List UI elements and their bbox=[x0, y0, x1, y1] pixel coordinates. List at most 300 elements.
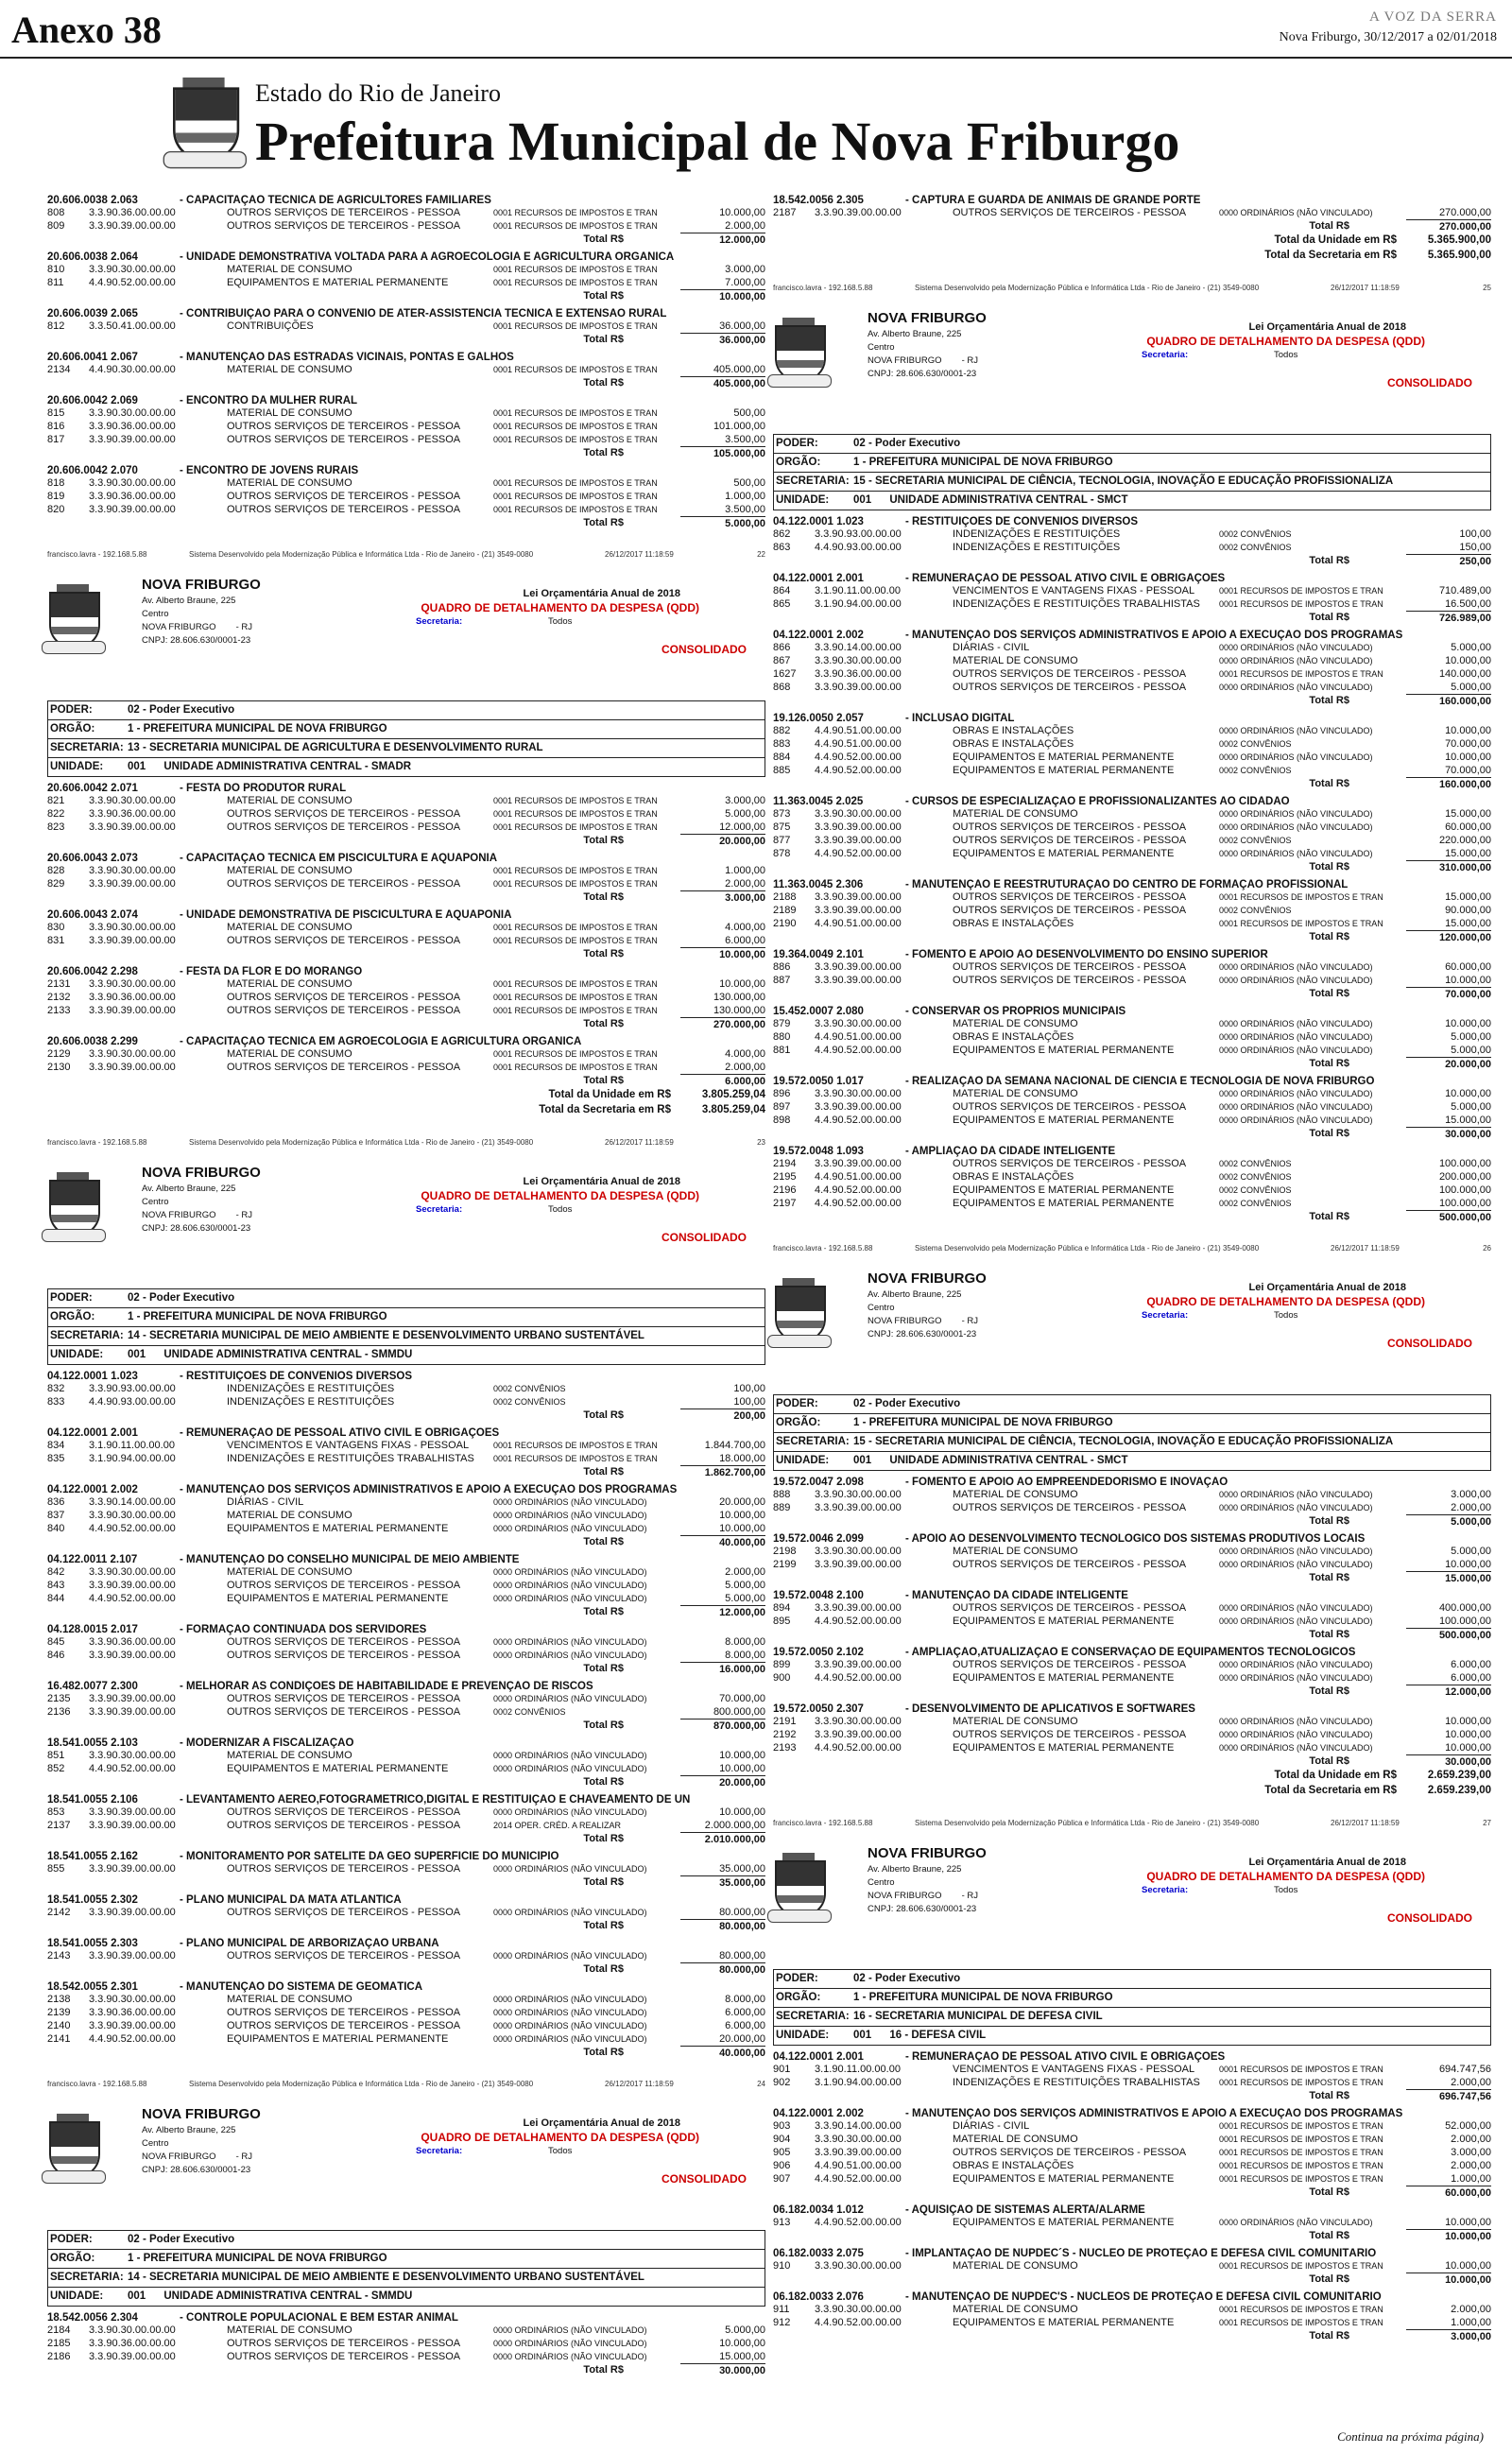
table-row bbox=[47, 1565, 765, 1579]
table-row bbox=[47, 1452, 765, 1465]
total-value: 30.000,00 bbox=[1406, 1127, 1491, 1141]
amount-cell: 5.000,00 bbox=[1451, 1101, 1491, 1113]
amount-cell: 20.000,00 bbox=[719, 1496, 765, 1508]
amount-cell: 90.000,00 bbox=[1445, 905, 1491, 916]
secretaria-label: Secretaria: bbox=[1142, 1885, 1189, 1895]
amount-cell: 2.000,00 bbox=[1451, 2304, 1491, 2315]
program-code: 19.572.0048 2.100 bbox=[773, 1590, 864, 1601]
description-cell: OUTROS SERVIÇOS DE TERCEIROS - PESSOA bbox=[953, 207, 1187, 218]
ficha-cell: 835 bbox=[47, 1453, 65, 1464]
element-cell: 3.3.90.30.00.00.00 bbox=[815, 1018, 902, 1029]
org-name: NOVA FRIBURGO bbox=[142, 1165, 261, 1181]
ficha-cell: 2196 bbox=[773, 1184, 797, 1196]
ficha-cell: 2193 bbox=[773, 1742, 797, 1754]
footer-datetime: 26/12/2017 11:18:59 bbox=[1331, 284, 1400, 292]
table-row bbox=[773, 2133, 1491, 2146]
table-row bbox=[773, 847, 1491, 860]
program-total bbox=[773, 1127, 1491, 1140]
row-key: SECRETARIA: bbox=[776, 2011, 850, 2022]
source-cell: 0000 ORDINÁRIOS (NÃO VINCULADO) bbox=[493, 1581, 647, 1590]
description-cell: DIÁRIAS - CIVIL bbox=[227, 1496, 304, 1508]
ficha-cell: 851 bbox=[47, 1750, 65, 1761]
program-title: - IMPLANTAÇÃO DE NUPDEC´S - NÚCLEO DE PROTEÇÃO E DEFESA CIVIL COMUNITÁRIO bbox=[905, 2248, 1377, 2259]
description-cell: EQUIPAMENTOS E MATERIAL PERMANENTE bbox=[953, 1742, 1175, 1754]
program-total bbox=[773, 777, 1491, 790]
amount-cell: 5.000,00 bbox=[725, 1580, 765, 1591]
source-cell: 0001 RECURSOS DE IMPOSTOS E TRAN bbox=[493, 208, 658, 217]
program-title: - FESTA DA FLOR E DO MORANGO bbox=[180, 966, 363, 977]
description-cell: OUTROS SERVIÇOS DE TERCEIROS - PESSOA bbox=[953, 961, 1187, 973]
element-cell: 3.3.90.14.00.00.00 bbox=[815, 2120, 902, 2132]
program-code: 04.122.0001 1.023 bbox=[773, 516, 864, 527]
source-cell: 0002 CONVÊNIOS bbox=[493, 1397, 566, 1407]
total-value: 10.000,00 bbox=[1406, 2229, 1491, 2243]
program-title: - INCLUSÃO DIGITAL bbox=[905, 713, 1015, 724]
description-cell: OUTROS SERVIÇOS DE TERCEIROS - PESSOA bbox=[227, 220, 461, 232]
table-row bbox=[47, 476, 765, 490]
unit-total-label: Total da Unidade em R$ bbox=[1274, 234, 1397, 246]
total-label: Total R$ bbox=[583, 1720, 624, 1731]
ficha-cell: 2139 bbox=[47, 2007, 71, 2018]
program-title: - ENCONTRO DE JOVENS RURAIS bbox=[180, 465, 359, 476]
amount-cell: 5.000,00 bbox=[725, 1593, 765, 1604]
page-footer bbox=[773, 1244, 1491, 1257]
consolidado-label: CONSOLIDADO bbox=[662, 1231, 747, 1244]
program-title: - CAPACITAÇÃO TÉCNICA DE AGRICULTORES FAMILIARES bbox=[180, 195, 491, 206]
amount-cell: 6.000,00 bbox=[1451, 1672, 1491, 1684]
org-name: NOVA FRIBURGO bbox=[868, 1270, 987, 1287]
program-heading bbox=[773, 1076, 1491, 1087]
table-row bbox=[47, 219, 765, 233]
element-cell: 4.4.90.52.00.00.00 bbox=[815, 1198, 902, 1209]
org-city: NOVA FRIBURGO - RJ bbox=[868, 1891, 979, 1901]
amount-cell: 5.000,00 bbox=[1451, 682, 1491, 693]
orgao-row bbox=[774, 454, 1490, 473]
unit-total-value: 3.805.259,04 bbox=[701, 1089, 765, 1100]
source-cell: 0001 RECURSOS DE IMPOSTOS E TRAN bbox=[493, 408, 658, 418]
ficha-cell: 884 bbox=[773, 752, 791, 763]
element-cell: 3.3.90.30.00.00.00 bbox=[815, 1546, 902, 1557]
row-value: 02 - Poder Executivo bbox=[853, 1398, 961, 1409]
amount-cell: 4.000,00 bbox=[725, 922, 765, 933]
org-info-box bbox=[47, 2230, 765, 2307]
total-value: 40.000,00 bbox=[680, 1535, 765, 1549]
ficha-cell: 2136 bbox=[47, 1706, 71, 1718]
source-cell: 0000 ORDINÁRIOS (NÃO VINCULADO) bbox=[1219, 962, 1373, 972]
source-cell: 0000 ORDINÁRIOS (NÃO VINCULADO) bbox=[493, 2008, 647, 2017]
table-row bbox=[47, 991, 765, 1004]
ficha-cell: 823 bbox=[47, 821, 65, 833]
element-cell: 3.3.90.39.00.00.00 bbox=[89, 821, 176, 833]
program-total bbox=[773, 219, 1491, 233]
total-value: 12.000,00 bbox=[680, 1605, 765, 1619]
budget-law: Lei Orçamentária Anual de 2018 bbox=[1248, 321, 1406, 333]
amount-cell: 10.000,00 bbox=[1445, 752, 1491, 763]
ficha-cell: 2131 bbox=[47, 978, 71, 990]
source-cell: 0002 CONVÊNIOS bbox=[493, 1707, 566, 1717]
amount-cell: 10.000,00 bbox=[719, 1763, 765, 1774]
total-label: Total R$ bbox=[583, 1920, 624, 1931]
total-label: Total R$ bbox=[1309, 1572, 1349, 1583]
report-header bbox=[773, 310, 1491, 428]
description-cell: VENCIMENTOS E VANTAGENS FIXAS - PESSOAL bbox=[953, 2064, 1195, 2075]
amount-cell: 10.000,00 bbox=[1445, 1559, 1491, 1570]
table-row bbox=[773, 1114, 1491, 1127]
amount-cell: 3.000,00 bbox=[725, 264, 765, 275]
program-heading bbox=[47, 966, 765, 977]
description-cell: EQUIPAMENTOS E MATERIAL PERMANENTE bbox=[227, 1523, 449, 1534]
amount-cell: 220.000,00 bbox=[1438, 835, 1491, 846]
unit-total bbox=[773, 1768, 1491, 1783]
total-label: Total R$ bbox=[583, 1606, 624, 1617]
org-info-box bbox=[773, 1394, 1491, 1471]
amount-cell: 140.000,00 bbox=[1438, 668, 1491, 680]
table-row bbox=[47, 1762, 765, 1775]
row-value: 02 - Poder Executivo bbox=[128, 704, 235, 716]
source-cell: 0000 ORDINÁRIOS (NÃO VINCULADO) bbox=[493, 1995, 647, 2004]
description-cell: EQUIPAMENTOS E MATERIAL PERMANENTE bbox=[227, 1763, 449, 1774]
qdd-title: QUADRO DE DETALHAMENTO DA DESPESA (QDD) bbox=[1146, 1295, 1425, 1308]
footer-system: Sistema Desenvolvido pela Modernização Pública e Informática Ltda - Rio de Janeiro - (21) 3549-0080 bbox=[189, 1138, 534, 1147]
unit-total bbox=[47, 1102, 765, 1117]
description-cell: OUTROS SERVIÇOS DE TERCEIROS - PESSOA bbox=[227, 878, 461, 890]
element-cell: 4.4.90.93.00.00.00 bbox=[89, 1396, 176, 1408]
secretaria-row bbox=[48, 1327, 765, 1346]
org-address: Av. Alberto Braune, 225 bbox=[142, 596, 236, 606]
element-cell: 3.3.90.39.00.00.00 bbox=[89, 1580, 176, 1591]
element-cell: 4.4.90.52.00.00.00 bbox=[815, 2217, 902, 2228]
program-heading bbox=[47, 783, 765, 794]
program-code: 18.541.0055 2.106 bbox=[47, 1794, 138, 1806]
amount-cell: 18.000,00 bbox=[719, 1453, 765, 1464]
page-number: 25 bbox=[1483, 284, 1491, 292]
ficha-cell: 822 bbox=[47, 808, 65, 820]
ficha-cell: 897 bbox=[773, 1101, 791, 1113]
page-footer bbox=[47, 2080, 765, 2093]
ficha-cell: 899 bbox=[773, 1659, 791, 1670]
poder-row bbox=[774, 1395, 1490, 1414]
description-cell: INDENIZAÇÕES E RESTITUIÇÕES bbox=[953, 542, 1121, 553]
total-label: Total R$ bbox=[583, 1963, 624, 1975]
row-key: ORGÃO: bbox=[50, 2253, 95, 2264]
program-total bbox=[773, 987, 1491, 1000]
program-title: - RESTITUIÇÕES DE CONVÊNIOS DIVERSOS bbox=[180, 1371, 413, 1382]
row-value: 001 UNIDADE ADMINISTRATIVA CENTRAL - SMCT bbox=[853, 494, 1128, 506]
total-value: 105.000,00 bbox=[680, 446, 765, 460]
description-cell: OUTROS SERVIÇOS DE TERCEIROS - PESSOA bbox=[227, 1907, 461, 1918]
qdd-title: QUADRO DE DETALHAMENTO DA DESPESA (QDD) bbox=[421, 1189, 699, 1202]
amount-cell: 100.000,00 bbox=[1438, 1158, 1491, 1169]
total-value: 5.000,00 bbox=[680, 516, 765, 530]
program-total bbox=[773, 1057, 1491, 1070]
amount-cell: 694.747,56 bbox=[1438, 2064, 1491, 2075]
source-cell: 0000 ORDINÁRIOS (NÃO VINCULADO) bbox=[493, 1951, 647, 1961]
row-value: 001 16 - DEFESA CIVIL bbox=[853, 2030, 987, 2041]
footer-datetime: 26/12/2017 11:18:59 bbox=[605, 1138, 674, 1147]
ficha-cell: 2198 bbox=[773, 1546, 797, 1557]
amount-cell: 10.000,00 bbox=[1445, 2260, 1491, 2272]
source-cell: 0001 RECURSOS DE IMPOSTOS E TRAN bbox=[493, 321, 658, 331]
program-title: - MANUTENÇÃO DO SISTEMA DE GEOMÁTICA bbox=[180, 1981, 423, 1993]
ficha-cell: 880 bbox=[773, 1031, 791, 1043]
total-label: Total R$ bbox=[1309, 1515, 1349, 1527]
table-row bbox=[773, 1017, 1491, 1030]
amount-cell: 60.000,00 bbox=[1445, 961, 1491, 973]
ficha-cell: 894 bbox=[773, 1602, 791, 1614]
program-heading bbox=[47, 2312, 765, 2324]
description-cell: OUTROS SERVIÇOS DE TERCEIROS - PESSOA bbox=[227, 491, 461, 502]
program-code: 19.572.0046 2.099 bbox=[773, 1533, 864, 1545]
description-cell: OUTROS SERVIÇOS DE TERCEIROS - PESSOA bbox=[953, 905, 1187, 916]
source-cell: 0001 RECURSOS DE IMPOSTOS E TRAN bbox=[1219, 2305, 1383, 2314]
total-value: 3.000,00 bbox=[1406, 2329, 1491, 2343]
table-row bbox=[47, 794, 765, 807]
element-cell: 3.3.90.39.00.00.00 bbox=[815, 1158, 902, 1169]
amount-cell: 100,00 bbox=[733, 1396, 765, 1408]
element-cell: 4.4.90.52.00.00.00 bbox=[815, 848, 902, 859]
footer-system: Sistema Desenvolvido pela Modernização Pública e Informática Ltda - Rio de Janeiro - (21) 3549-0080 bbox=[915, 284, 1260, 292]
program-heading bbox=[47, 395, 765, 406]
state-name: Estado do Rio de Janeiro bbox=[255, 79, 501, 107]
description-cell: EQUIPAMENTOS E MATERIAL PERMANENTE bbox=[227, 277, 449, 288]
amount-cell: 36.000,00 bbox=[719, 320, 765, 332]
ficha-cell: 815 bbox=[47, 407, 65, 419]
source-cell: 0001 RECURSOS DE IMPOSTOS E TRAN bbox=[493, 492, 658, 501]
amount-cell: 100.000,00 bbox=[1438, 1184, 1491, 1196]
description-cell: OUTROS SERVIÇOS DE TERCEIROS - PESSOA bbox=[227, 821, 461, 833]
total-label: Total R$ bbox=[583, 2364, 624, 2376]
amount-cell: 100.000,00 bbox=[1438, 1198, 1491, 1209]
program-heading bbox=[47, 1938, 765, 1949]
source-cell: 0001 RECURSOS DE IMPOSTOS E TRAN bbox=[1219, 2121, 1383, 2131]
program-code: 20.606.0041 2.067 bbox=[47, 352, 138, 363]
program-total bbox=[47, 1017, 765, 1030]
amount-cell: 500,00 bbox=[733, 407, 765, 419]
table-row bbox=[47, 2350, 765, 2363]
source-cell: 0001 RECURSOS DE IMPOSTOS E TRAN bbox=[493, 936, 658, 945]
description-cell: INDENIZAÇÕES E RESTITUIÇÕES TRABALHISTAS bbox=[953, 598, 1200, 610]
program-heading bbox=[773, 1006, 1491, 1017]
description-cell: OUTROS SERVIÇOS DE TERCEIROS - PESSOA bbox=[227, 1950, 461, 1961]
program-code: 06.182.0033 2.076 bbox=[773, 2291, 864, 2303]
amount-cell: 100,00 bbox=[733, 1383, 765, 1394]
amount-cell: 405.000,00 bbox=[713, 364, 765, 375]
element-cell: 4.4.90.51.00.00.00 bbox=[815, 738, 902, 750]
total-value: 2.010.000,00 bbox=[680, 1832, 765, 1846]
element-cell: 3.3.90.39.00.00.00 bbox=[815, 1502, 902, 1513]
coat-of-arms-icon bbox=[765, 318, 832, 391]
description-cell: EQUIPAMENTOS E MATERIAL PERMANENTE bbox=[227, 2033, 449, 2045]
program-heading bbox=[47, 1981, 765, 1993]
ficha-cell: 2143 bbox=[47, 1950, 71, 1961]
element-cell: 3.3.90.39.00.00.00 bbox=[815, 905, 902, 916]
ficha-cell: 809 bbox=[47, 220, 65, 232]
table-row bbox=[773, 974, 1491, 987]
table-row bbox=[47, 1509, 765, 1522]
program-code: 18.541.0055 2.162 bbox=[47, 1851, 138, 1862]
ficha-cell: 846 bbox=[47, 1650, 65, 1661]
program-title: - AMPLIAÇÃO,ATUALIZAÇÃO E CONSERVAÇÃO DE EQUIPAMENTOS TECNOLÓGICOS bbox=[905, 1647, 1356, 1658]
ficha-cell: 832 bbox=[47, 1383, 65, 1394]
description-cell: MATERIAL DE CONSUMO bbox=[227, 1048, 352, 1060]
ficha-cell: 2129 bbox=[47, 1048, 71, 1060]
total-value: 35.000,00 bbox=[680, 1875, 765, 1890]
amount-cell: 1.000,00 bbox=[1451, 2173, 1491, 2185]
element-cell: 3.3.90.30.00.00.00 bbox=[89, 795, 176, 806]
row-value: 14 - SECRETARIA MUNICIPAL DE MEIO AMBIENTE E DESENVOLVIMENTO URBANO SUSTENTÁVEL bbox=[128, 1330, 644, 1341]
description-cell: OUTROS SERVIÇOS DE TERCEIROS - PESSOA bbox=[953, 821, 1187, 833]
total-value: 20.000,00 bbox=[680, 1775, 765, 1789]
description-cell: OUTROS SERVIÇOS DE TERCEIROS - PESSOA bbox=[953, 975, 1187, 986]
total-label: Total R$ bbox=[583, 891, 624, 903]
program-total bbox=[773, 1754, 1491, 1768]
amount-cell: 5.000,00 bbox=[725, 2324, 765, 2336]
consolidado-label: CONSOLIDADO bbox=[1387, 1911, 1472, 1925]
description-cell: OUTROS SERVIÇOS DE TERCEIROS - PESSOA bbox=[227, 504, 461, 515]
total-label: Total R$ bbox=[583, 233, 624, 245]
element-cell: 3.3.90.39.00.00.00 bbox=[89, 1706, 176, 1718]
table-row bbox=[773, 1728, 1491, 1741]
amount-cell: 16.500,00 bbox=[1445, 598, 1491, 610]
table-row bbox=[47, 807, 765, 821]
table-row bbox=[773, 764, 1491, 777]
amount-cell: 15.000,00 bbox=[1445, 891, 1491, 903]
table-row bbox=[773, 1715, 1491, 1728]
element-cell: 3.3.90.36.00.00.00 bbox=[89, 992, 176, 1003]
total-value: 30.000,00 bbox=[680, 2363, 765, 2377]
total-label: Total R$ bbox=[583, 835, 624, 846]
amount-cell: 1.844.700,00 bbox=[704, 1440, 765, 1451]
row-value: 02 - Poder Executivo bbox=[128, 2234, 235, 2245]
total-label: Total R$ bbox=[583, 290, 624, 302]
table-row bbox=[47, 2019, 765, 2032]
unit-total-label: Total da Unidade em R$ bbox=[548, 1089, 671, 1100]
program-heading bbox=[47, 1554, 765, 1565]
program-heading bbox=[47, 909, 765, 921]
program-code: 20.606.0039 2.065 bbox=[47, 308, 138, 320]
source-cell: 0001 RECURSOS DE IMPOSTOS E TRAN bbox=[1219, 2318, 1383, 2327]
unidade-row bbox=[774, 2027, 1490, 2045]
source-cell: 0000 ORDINÁRIOS (NÃO VINCULADO) bbox=[493, 1807, 647, 1817]
program-code: 16.482.0077 2.300 bbox=[47, 1681, 138, 1692]
program-total bbox=[47, 1962, 765, 1976]
element-cell: 3.3.90.39.00.00.00 bbox=[89, 434, 176, 445]
ficha-cell: 2130 bbox=[47, 1062, 71, 1073]
budget-law: Lei Orçamentária Anual de 2018 bbox=[523, 588, 680, 599]
description-cell: OBRAS E INSTALAÇÕES bbox=[953, 1171, 1074, 1183]
coat-of-arms-icon bbox=[40, 2114, 106, 2187]
total-value: 12.000,00 bbox=[1406, 1685, 1491, 1699]
program-code: 20.606.0042 2.071 bbox=[47, 783, 138, 794]
amount-cell: 10.000,00 bbox=[1445, 1729, 1491, 1740]
table-row bbox=[773, 1488, 1491, 1501]
secretaria-label: Secretaria: bbox=[1142, 350, 1189, 360]
amount-cell: 10.000,00 bbox=[1445, 1716, 1491, 1727]
description-cell: MATERIAL DE CONSUMO bbox=[953, 1716, 1078, 1727]
secretaria-label: Secretaria: bbox=[416, 2146, 463, 2156]
source-cell: 0000 ORDINÁRIOS (NÃO VINCULADO) bbox=[493, 2021, 647, 2031]
program-total bbox=[47, 1832, 765, 1845]
row-key: UNIDADE: bbox=[50, 1349, 104, 1360]
row-key: SECRETARIA: bbox=[50, 2272, 124, 2283]
program-code: 19.572.0048 1.093 bbox=[773, 1146, 864, 1157]
total-label: Total R$ bbox=[583, 1876, 624, 1888]
row-value: 001 UNIDADE ADMINISTRATIVA CENTRAL - SMMDU bbox=[128, 2290, 413, 2302]
ficha-cell: 2132 bbox=[47, 992, 71, 1003]
description-cell: OUTROS SERVIÇOS DE TERCEIROS - PESSOA bbox=[227, 1693, 461, 1704]
unit-total-label: Total da Unidade em R$ bbox=[1274, 1770, 1397, 1781]
budget-law: Lei Orçamentária Anual de 2018 bbox=[523, 2117, 680, 2129]
ficha-cell: 2137 bbox=[47, 1820, 71, 1831]
table-row bbox=[773, 2063, 1491, 2076]
amount-cell: 60.000,00 bbox=[1445, 821, 1491, 833]
ficha-cell: 840 bbox=[47, 1523, 65, 1534]
total-label: Total R$ bbox=[1309, 1629, 1349, 1640]
table-row bbox=[773, 1197, 1491, 1210]
element-cell: 3.3.90.30.00.00.00 bbox=[815, 1716, 902, 1727]
source-cell: 0001 RECURSOS DE IMPOSTOS E TRAN bbox=[493, 1049, 658, 1059]
description-cell: VENCIMENTOS E VANTAGENS FIXAS - PESSOAL bbox=[953, 585, 1195, 596]
source-cell: 0001 RECURSOS DE IMPOSTOS E TRAN bbox=[1219, 2261, 1383, 2271]
budget-law: Lei Orçamentária Anual de 2018 bbox=[1248, 1282, 1406, 1293]
program-total bbox=[47, 233, 765, 246]
footer-user: francisco.lavra - 192.168.5.88 bbox=[47, 550, 147, 559]
amount-cell: 101.000,00 bbox=[713, 421, 765, 432]
row-key: PODER: bbox=[776, 1973, 818, 1984]
poder-row bbox=[774, 1970, 1490, 1989]
qdd-title: QUADRO DE DETALHAMENTO DA DESPESA (QDD) bbox=[1146, 1870, 1425, 1883]
table-row bbox=[773, 737, 1491, 751]
element-cell: 3.3.90.36.00.00.00 bbox=[89, 421, 176, 432]
row-key: PODER: bbox=[50, 704, 93, 716]
program-title: - MONITORAMENTO POR SATÉLITE DA GEO SUPERFÍCIE DO MUNICÍPIO bbox=[180, 1851, 559, 1862]
amount-cell: 5.000,00 bbox=[1451, 642, 1491, 653]
ficha-cell: 913 bbox=[773, 2217, 791, 2228]
total-label: Total R$ bbox=[1309, 695, 1349, 706]
page-number: 23 bbox=[757, 1138, 765, 1147]
total-label: Total R$ bbox=[1309, 555, 1349, 566]
table-row bbox=[47, 320, 765, 333]
amount-cell: 10.000,00 bbox=[719, 1750, 765, 1761]
source-cell: 0001 RECURSOS DE IMPOSTOS E TRAN bbox=[493, 265, 658, 274]
org-name: NOVA FRIBURGO bbox=[142, 577, 261, 593]
program-title: - CONTROLE POPULACIONAL E BEM ESTAR ANIMAL bbox=[180, 2312, 458, 2324]
row-key: UNIDADE: bbox=[50, 2290, 104, 2302]
amount-cell: 710.489,00 bbox=[1438, 585, 1491, 596]
amount-cell: 3.000,00 bbox=[1451, 2147, 1491, 2158]
ficha-cell: 903 bbox=[773, 2120, 791, 2132]
element-cell: 3.3.90.30.00.00.00 bbox=[89, 407, 176, 419]
secretaria-label: Secretaria: bbox=[1142, 1310, 1189, 1321]
program-heading bbox=[47, 1484, 765, 1495]
source-cell: 0000 ORDINÁRIOS (NÃO VINCULADO) bbox=[1219, 976, 1373, 985]
source-cell: 0000 ORDINÁRIOS (NÃO VINCULADO) bbox=[1219, 683, 1373, 692]
table-row bbox=[47, 1439, 765, 1452]
element-cell: 3.3.90.30.00.00.00 bbox=[815, 2304, 902, 2315]
source-cell: 0002 CONVÊNIOS bbox=[493, 1384, 566, 1393]
row-key: ORGÃO: bbox=[776, 1992, 821, 2003]
unit-total-label: Total da Secretaria em R$ bbox=[539, 1104, 671, 1115]
coat-of-arms-icon bbox=[765, 1278, 832, 1352]
description-cell: EQUIPAMENTOS E MATERIAL PERMANENTE bbox=[953, 848, 1175, 859]
program-title: - CAPTURA E GUARDA DE ANIMAIS DE GRANDE PORTE bbox=[905, 195, 1201, 206]
prefeitura-banner bbox=[161, 68, 1389, 181]
amount-cell: 70.000,00 bbox=[1445, 765, 1491, 776]
consolidado-label: CONSOLIDADO bbox=[1387, 376, 1472, 389]
orgao-row bbox=[774, 1414, 1490, 1433]
amount-cell: 10.000,00 bbox=[1445, 655, 1491, 666]
ficha-cell: 829 bbox=[47, 878, 65, 890]
